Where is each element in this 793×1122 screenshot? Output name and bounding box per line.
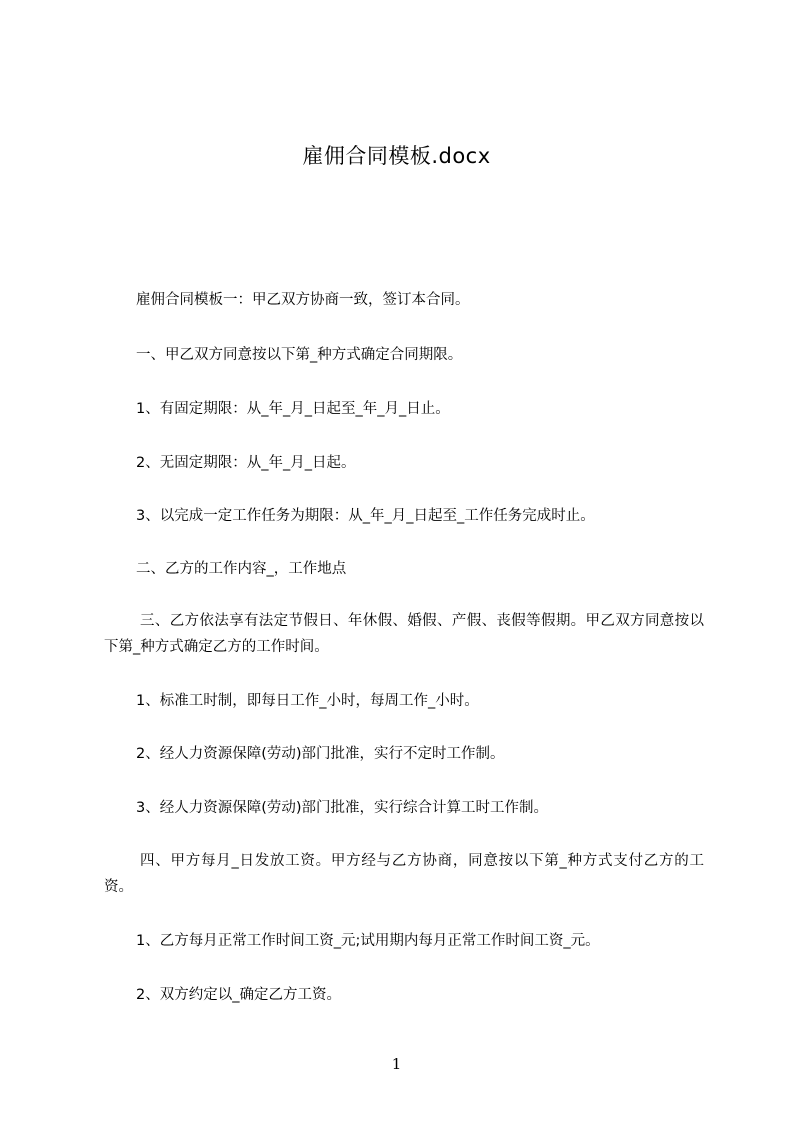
- document-title: 雇佣合同模板.docx: [302, 144, 491, 168]
- paragraph-item-1-2: 2、无固定期限：从_年_月_日起。: [136, 455, 356, 471]
- paragraph-section-4: 四、甲方每月_日发放工资。甲方经与乙方协商，同意按以下第_种方式支付乙方的工资。: [104, 853, 704, 895]
- paragraph-intro: 雇佣合同模板一：甲乙双方协商一致，签订本合同。: [136, 292, 470, 308]
- paragraph-section-1: 一、甲乙双方同意按以下第_种方式确定合同期限。: [136, 347, 463, 363]
- paragraph-item-3-1: 1、标准工时制，即每日工作_小时，每周工作_小时。: [136, 693, 479, 709]
- paragraph-item-3-2: 2、经人力资源保障(劳动)部门批准，实行不定时工作制。: [136, 746, 505, 762]
- paragraph-item-4-1: 1、乙方每月正常工作时间工资_元;试用期内每月正常工作时间工资_元。: [136, 933, 600, 949]
- paragraph-item-4-2: 2、双方约定以_确定乙方工资。: [136, 987, 341, 1003]
- paragraph-section-3: 三、乙方依法享有法定节假日、年休假、婚假、产假、丧假等假期。甲乙双方同意按以下第_种方式确定乙方的工作时间。: [104, 613, 704, 655]
- paragraph-item-1-1: 1、有固定期限：从_年_月_日起至_年_月_日止。: [136, 401, 450, 417]
- paragraph-item-1-3: 3、以完成一定工作任务为期限：从_年_月_日起至_工作任务完成时止。: [136, 508, 595, 524]
- paragraph-section-2: 二、乙方的工作内容_，工作地点: [136, 561, 347, 577]
- page-number: 1: [391, 1055, 402, 1073]
- paragraph-item-3-3: 3、经人力资源保障(劳动)部门批准，实行综合计算工时工作制。: [136, 800, 549, 816]
